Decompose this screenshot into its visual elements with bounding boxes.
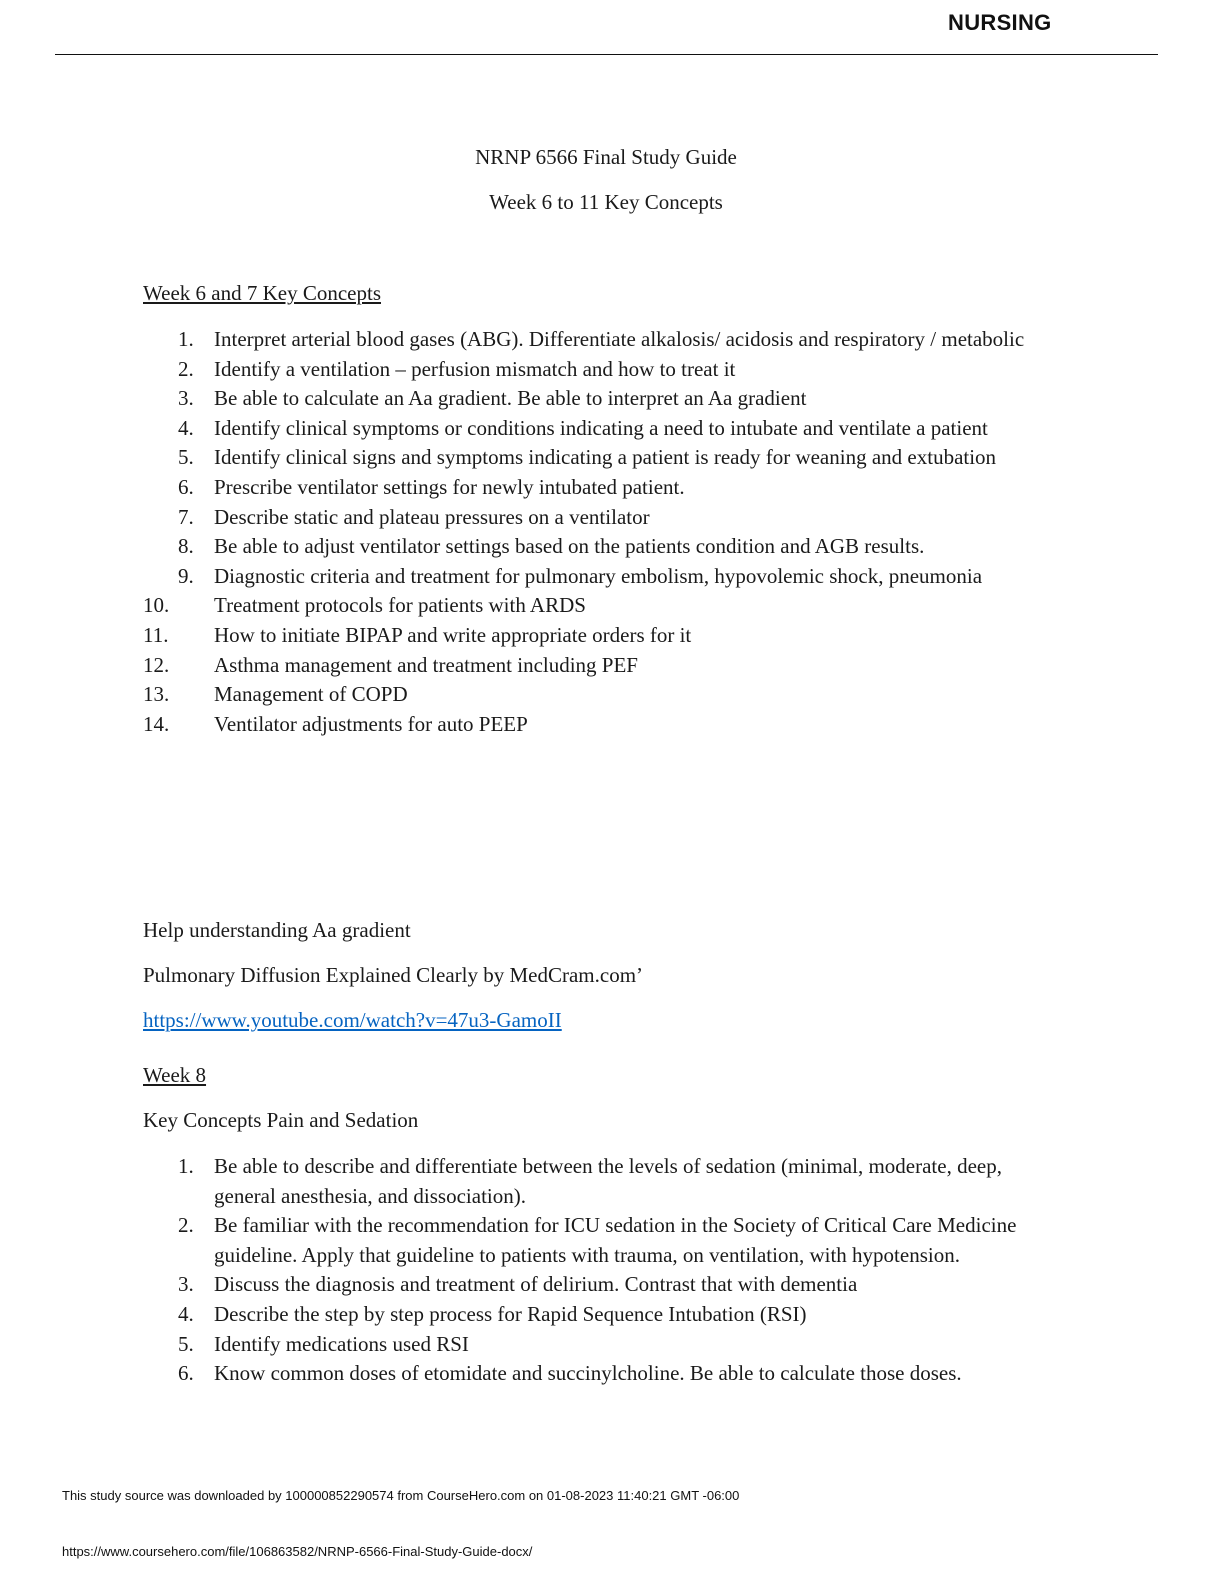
list-item <box>143 1330 1063 1360</box>
list-item-number: 12. <box>143 652 170 677</box>
list-item-number: 7. <box>178 504 194 529</box>
list-item-number: 3. <box>178 1272 194 1297</box>
list-item-number: 1. <box>178 327 194 351</box>
list-item-text: Management of COPD <box>214 682 408 707</box>
list-item-text: Identify clinical signs and symptoms indicating a patient is ready for weaning and extubation <box>214 445 997 470</box>
list-item <box>143 1300 1063 1330</box>
week-8-concept-list <box>143 1152 1063 1389</box>
list-item-number: 3. <box>178 386 194 411</box>
list-item-text: How to initiate BIPAP and write appropriate orders for it <box>214 622 692 647</box>
list-item-number: 2. <box>178 356 194 381</box>
document-subtitle: Week 6 to 11 Key Concepts <box>489 190 723 214</box>
list-item <box>143 562 1063 592</box>
list-item <box>143 384 1063 414</box>
section-heading-week-8: Week 8 <box>143 1063 207 1087</box>
list-item-number: 13. <box>143 682 170 707</box>
list-item-text: Be familiar with the recommendation for ICU sedation in the Society of Critical Care Medicine guideline. Apply that guideline to patients with trauma, on ventilation, with hypotension. <box>214 1213 1017 1267</box>
list-item-text: Diagnostic criteria and treatment for pulmonary embolism, hypovolemic shock, pneumonia <box>214 563 983 588</box>
list-item-number: 14. <box>143 711 170 736</box>
list-item <box>143 414 1063 444</box>
video-link[interactable]: https://www.youtube.com/watch?v=47u3-GamoII <box>143 1008 562 1032</box>
list-item-number: 6. <box>178 1361 194 1386</box>
list-item <box>143 1152 1063 1211</box>
list-item <box>143 621 1063 651</box>
list-item <box>143 1359 1063 1389</box>
list-item-text: Be able to adjust ventilator settings based on the patients condition and AGB results. <box>214 534 925 559</box>
list-item-number: 1. <box>178 1154 194 1178</box>
document-title: NRNP 6566 Final Study Guide <box>475 145 737 169</box>
list-item-text: Identify medications used RSI <box>214 1331 469 1356</box>
section-heading-week-6-7: Week 6 and 7 Key Concepts <box>143 281 381 305</box>
list-item-number: 4. <box>178 1301 194 1326</box>
video-title: Pulmonary Diffusion Explained Clearly by MedCram.com’ <box>143 963 644 987</box>
source-url[interactable]: https://www.coursehero.com/file/106863582/NRNP-6566-Final-Study-Guide-docx/ <box>62 1544 533 1559</box>
list-item-text: Prescribe ventilator settings for newly intubated patient. <box>214 474 685 499</box>
list-item-number: 6. <box>178 474 194 499</box>
source-note: This study source was downloaded by 100000852290574 from CourseHero.com on 01-08-2023 11:40:21 GMT -06:00 <box>62 1488 740 1503</box>
list-item-number: 5. <box>178 445 194 470</box>
list-item <box>143 710 1063 740</box>
list-item <box>143 473 1063 503</box>
list-item-number: 8. <box>178 534 194 559</box>
list-item-text: Identify clinical symptoms or conditions indicating a need to intubate and ventilate a patient <box>214 415 988 440</box>
list-item-text: Ventilator adjustments for auto PEEP <box>214 711 528 736</box>
list-item <box>143 325 1063 355</box>
list-item-text: Know common doses of etomidate and succinylcholine. Be able to calculate those doses. <box>214 1361 962 1386</box>
list-item-number: 5. <box>178 1331 194 1356</box>
list-item <box>143 680 1063 710</box>
header-divider <box>55 54 1158 55</box>
list-item <box>143 1211 1063 1270</box>
list-item <box>143 532 1063 562</box>
list-item <box>143 651 1063 681</box>
list-item-text: Treatment protocols for patients with ARDS <box>214 593 586 618</box>
help-heading: Help understanding Aa gradient <box>143 918 411 942</box>
list-item-text: Interpret arterial blood gases (ABG). Differentiate alkalosis/ acidosis and respiratory / metabolic <box>214 327 1025 351</box>
list-item-number: 9. <box>178 563 194 588</box>
list-item-number: 10. <box>143 593 170 618</box>
list-item <box>143 443 1063 473</box>
list-item-number: 4. <box>178 415 194 440</box>
list-item <box>143 1270 1063 1300</box>
list-item <box>143 355 1063 385</box>
list-item-text: Asthma management and treatment including PEF <box>214 652 638 677</box>
list-item-text: Identify a ventilation – perfusion mismatch and how to treat it <box>214 356 736 381</box>
list-item-text: Be able to calculate an Aa gradient. Be able to interpret an Aa gradient <box>214 386 807 411</box>
list-item-text: Discuss the diagnosis and treatment of delirium. Contrast that with dementia <box>214 1272 858 1297</box>
list-item <box>143 591 1063 621</box>
list-item-number: 11. <box>143 622 169 647</box>
list-item-text: Describe static and plateau pressures on a ventilator <box>214 504 650 529</box>
header-label: NURSING <box>948 10 1052 35</box>
list-item <box>143 503 1063 533</box>
list-item-number: 2. <box>178 1213 194 1238</box>
section-subheading-pain-sedation: Key Concepts Pain and Sedation <box>143 1108 419 1132</box>
week-6-7-concept-list <box>143 325 1063 739</box>
list-item-text: Be able to describe and differentiate between the levels of sedation (minimal, moderate, deep, general anesthesia, and dissociation). <box>214 1154 1002 1208</box>
list-item-text: Describe the step by step process for Rapid Sequence Intubation (RSI) <box>214 1301 807 1326</box>
